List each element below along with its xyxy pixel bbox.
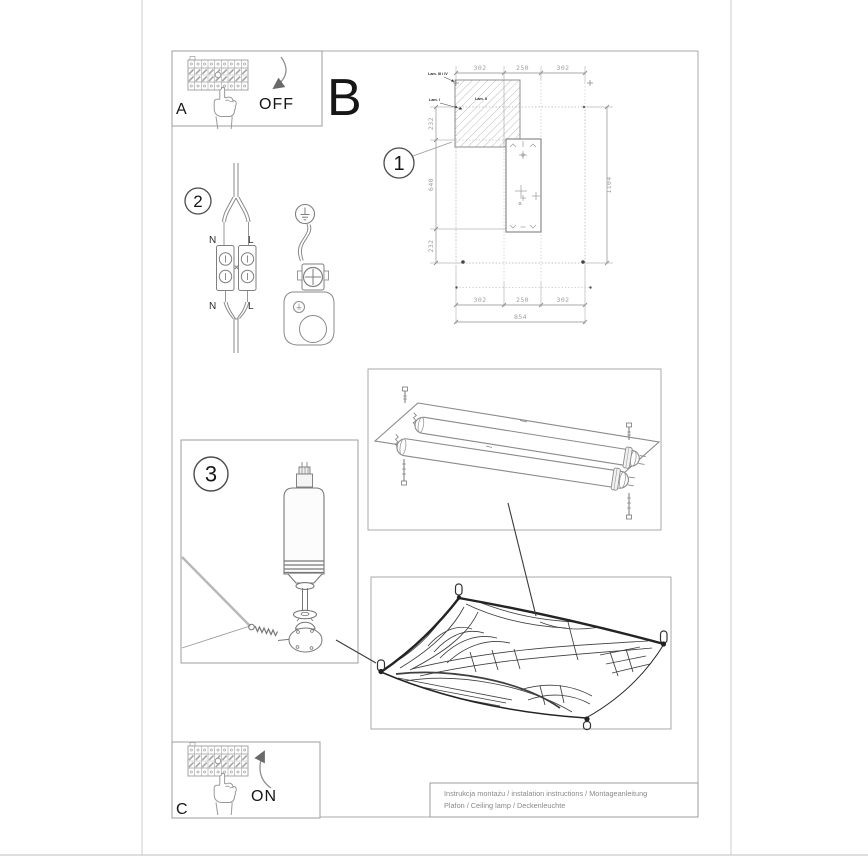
step-3-number: 3 (204, 461, 218, 487)
dim-total: 854 (514, 313, 527, 321)
mounting-plate (506, 139, 541, 232)
hatched-lamp-area (455, 80, 520, 147)
wire-l-bottom: L (248, 301, 254, 312)
dim-bottom-2: 250 (516, 296, 529, 304)
panel-c-letter: C (176, 801, 188, 818)
wire-n-top: N (209, 235, 217, 246)
dim-top-1: 302 (473, 64, 487, 72)
dim-top-2: 250 (516, 64, 529, 72)
wire-l-top: L (248, 235, 254, 246)
lamp-cable (224, 291, 249, 354)
footer-line-1: Instrukcja montażu / instalation instructions / Montageanleitung (444, 789, 648, 798)
step-a-box (172, 51, 322, 129)
earth-symbol-icon (296, 205, 315, 224)
panel-a-letter: A (176, 101, 187, 118)
dim-bottom-1: 302 (473, 296, 487, 304)
step-2-number: 2 (193, 192, 203, 211)
step2-wiring-drawing (185, 163, 334, 353)
step3-box (181, 440, 358, 663)
dim-left-3: 232 (427, 239, 435, 253)
off-label: OFF (259, 96, 294, 113)
step-c-box (172, 742, 320, 818)
dim-bottom-3: 302 (556, 296, 570, 304)
fabric-shade-box (371, 577, 671, 730)
label-lam-1: Lam. I (429, 98, 440, 102)
wire-n-bottom: N (209, 301, 217, 312)
dim-left-1: 232 (427, 117, 435, 130)
step-1-number: 1 (393, 153, 405, 175)
lamp-frame-box (368, 369, 661, 530)
footer-title-block (430, 783, 698, 817)
earth-clamp (298, 264, 329, 290)
label-lam-2: Lam. II (475, 97, 488, 101)
step1-dimension-drawing (384, 64, 613, 324)
on-label: ON (251, 788, 277, 805)
supply-cable (223, 163, 251, 246)
dim-right: 1104 (605, 176, 613, 194)
breaker-panel-icon (188, 57, 248, 91)
dim-left-2: 640 (427, 178, 435, 191)
ceiling-bracket (284, 292, 334, 345)
step-b-letter: B (327, 69, 362, 127)
dim-top-3: 302 (556, 64, 570, 72)
footer-line-2: Plafon / Ceiling lamp / Deckenleuchte (444, 801, 566, 810)
terminal-block (217, 246, 257, 291)
breaker-panel-icon (188, 743, 248, 777)
earth-wire (298, 224, 310, 261)
label-lam-3-4: Lam. III i IV (428, 72, 448, 76)
